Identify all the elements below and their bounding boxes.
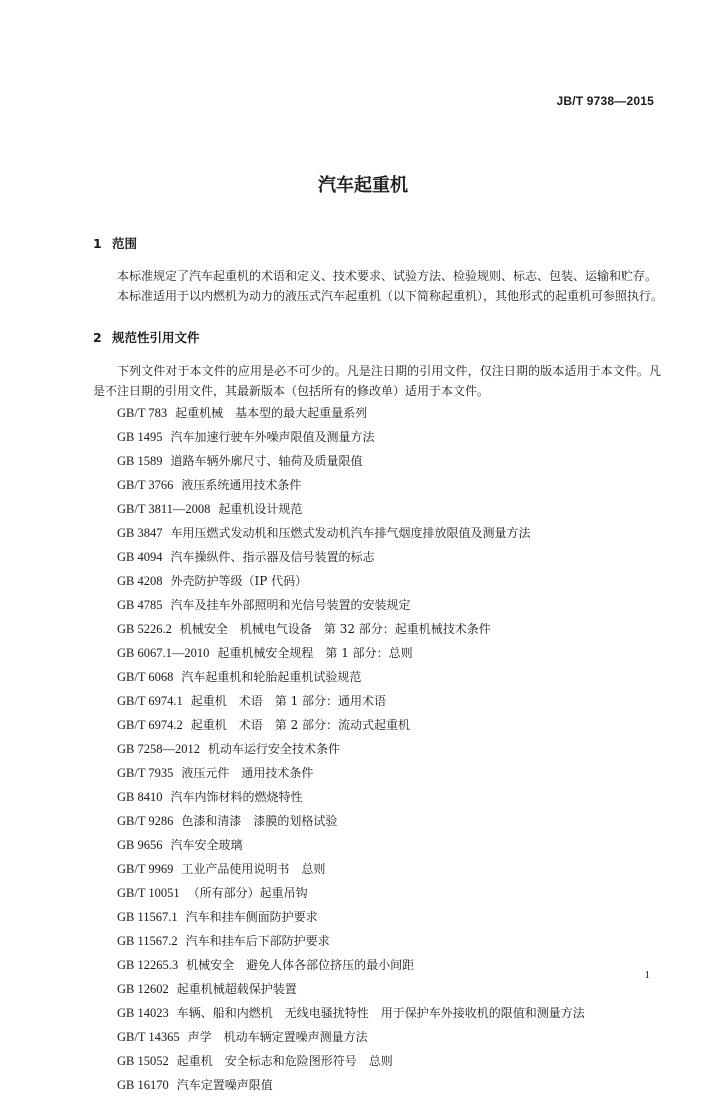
reference-code: GB/T 783 [117,406,168,420]
reference-item [117,737,585,761]
reference-code: GB 1589 [117,454,163,468]
reference-title: 起重机械安全规程 第 1 部分：总则 [217,646,413,660]
reference-title: 道路车辆外廓尺寸、轴荷及质量限值 [170,454,363,468]
reference-title: 色漆和清漆 漆膜的划格试验 [181,814,338,828]
reference-title: 工业产品使用说明书 总则 [181,862,326,876]
reference-code: GB/T 6974.1 [117,694,183,708]
reference-item [117,977,585,1001]
scope-paragraph-2: 本标准适用于以内燃机为动力的液压式汽车起重机（以下简称起重机），其他形式的起重机可参照执行。 [117,289,664,303]
reference-title: 汽车加速行驶车外噪声限值及测量方法 [170,430,375,444]
reference-item [117,401,585,425]
reference-title: 汽车内饰材料的燃烧特性 [170,790,303,804]
reference-item [117,809,585,833]
reference-title: 汽车操纵件、指示器及信号装置的标志 [170,550,375,564]
reference-code: GB 4785 [117,598,163,612]
reference-list [117,401,585,1097]
reference-item [117,833,585,857]
reference-item [117,473,585,497]
reference-code: GB/T 3766 [117,478,174,492]
reference-code: GB 15052 [117,1054,169,1068]
reference-title: 液压系统通用技术条件 [181,478,302,492]
reference-item [117,449,585,473]
reference-item [117,881,585,905]
section-number: 1 [93,236,102,251]
reference-title: 起重机 术语 第 2 部分：流动式起重机 [190,718,411,732]
reference-item [117,497,585,521]
reference-title: 起重机设计规范 [218,502,303,516]
references-intro-paragraph: 下列文件对于本文件的应用是必不可少的。凡是注日期的引用文件，仅注日期的版本适用于本文件。凡是不注日期的引用文件，其最新版本（包括所有的修改单）适用于本文件。 [93,364,661,398]
section-heading-scope [93,234,137,252]
reference-title: 声学 机动车辆定置噪声测量方法 [187,1030,368,1044]
reference-code: GB/T 9286 [117,814,174,828]
reference-code: GB 16170 [117,1078,169,1092]
reference-code: GB 8410 [117,790,163,804]
reference-title: 液压元件 通用技术条件 [181,766,314,780]
reference-code: GB 1495 [117,430,163,444]
reference-item [117,785,585,809]
standard-code: JB/T 9738—2015 [556,94,654,108]
reference-item [117,641,585,665]
reference-item [117,761,585,785]
reference-code: GB/T 6974.2 [117,718,183,732]
page-number: 1 [644,969,650,981]
reference-code: GB 9656 [117,838,163,852]
reference-code: GB/T 3811—2008 [117,502,211,516]
reference-code: GB 11567.2 [117,934,178,948]
reference-item [117,1073,585,1097]
reference-code: GB 4094 [117,550,163,564]
reference-item [117,1025,585,1049]
reference-title: （所有部分）起重吊钩 [187,886,308,900]
reference-item [117,713,585,737]
reference-title: 起重机械超载保护装置 [176,982,297,996]
reference-item [117,905,585,929]
reference-code: GB 4208 [117,574,163,588]
reference-title: 汽车和挂车后下部防护要求 [185,934,330,948]
reference-title: 车辆、船和内燃机 无线电骚扰特性 用于保护车外接收机的限值和测量方法 [176,1006,585,1020]
reference-code: GB/T 9969 [117,862,174,876]
reference-item [117,569,585,593]
reference-item [117,929,585,953]
reference-title: 汽车安全玻璃 [170,838,243,852]
reference-item [117,617,585,641]
reference-code: GB/T 7935 [117,766,174,780]
reference-title: 汽车定置噪声限值 [176,1078,273,1092]
reference-title: 车用压燃式发动机和压燃式发动机汽车排气烟度排放限值及测量方法 [170,526,531,540]
reference-code: GB 12602 [117,982,169,996]
reference-code: GB/T 6068 [117,670,174,684]
section-number: 2 [93,330,102,345]
reference-title: 机械安全 避免人体各部位挤压的最小间距 [186,958,415,972]
reference-title: 汽车和挂车侧面防护要求 [185,910,318,924]
reference-code: GB/T 10051 [117,886,180,900]
reference-item [117,1049,585,1073]
reference-item [117,689,585,713]
reference-code: GB 6067.1—2010 [117,646,210,660]
document-title: 汽车起重机 [318,175,408,196]
reference-title: 汽车及挂车外部照明和光信号装置的安装规定 [170,598,411,612]
section-title: 规范性引用文件 [112,330,200,345]
section-title: 范围 [112,236,138,251]
reference-title: 外壳防护等级（IP 代码） [170,574,308,588]
reference-code: GB/T 14365 [117,1030,180,1044]
reference-item [117,521,585,545]
reference-title: 汽车起重机和轮胎起重机试验规范 [181,670,362,684]
reference-code: GB 3847 [117,526,163,540]
reference-item [117,953,585,977]
reference-item [117,857,585,881]
reference-title: 起重机 安全标志和危险图形符号 总则 [176,1054,393,1068]
reference-code: GB 5226.2 [117,622,172,636]
reference-item [117,665,585,689]
reference-title: 起重机 术语 第 1 部分：通用术语 [190,694,387,708]
reference-item [117,425,585,449]
reference-code: GB 7258—2012 [117,742,200,756]
scope-paragraph-1: 本标准规定了汽车起重机的术语和定义、技术要求、试验方法、检验规则、标志、包装、运输和贮存。 [117,269,658,283]
reference-item [117,593,585,617]
reference-item [117,1001,585,1025]
section-heading-normative-references [93,328,200,346]
reference-title: 机械安全 机械电气设备 第 32 部分：起重机械技术条件 [179,622,491,636]
reference-item [117,545,585,569]
reference-code: GB 14023 [117,1006,169,1020]
reference-code: GB 11567.1 [117,910,178,924]
reference-title: 起重机械 基本型的最大起重量系列 [175,406,368,420]
reference-title: 机动车运行安全技术条件 [208,742,341,756]
reference-code: GB 12265.3 [117,958,179,972]
